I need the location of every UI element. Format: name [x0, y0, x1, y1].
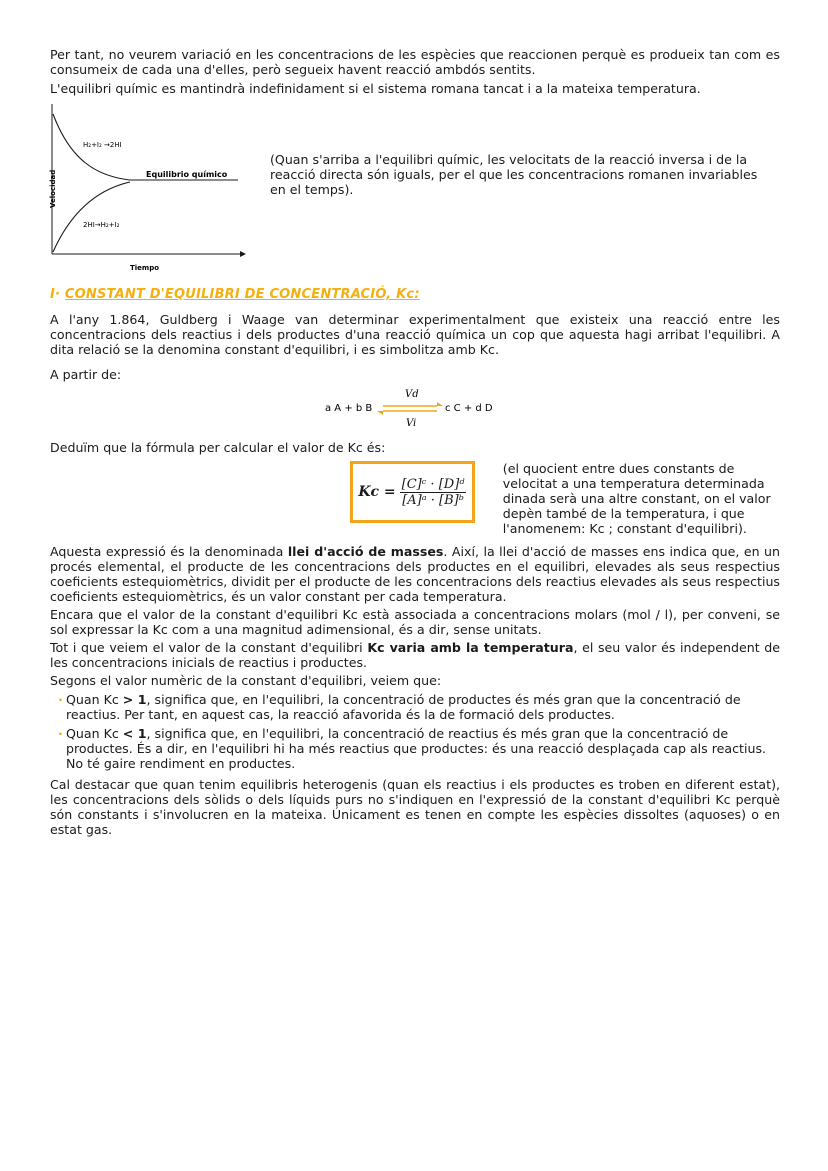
paragraph-partir: A partir de: — [50, 367, 122, 382]
graph-x-label: Tiempo — [130, 264, 160, 272]
formula-note: (el quocient entre dues constants de velocitat a una temperatura determinada dinada serà una altre constant, on el valor depèn també de la temperatura, i que l'anomenem: Kc ; constant d'equilibri). — [502, 461, 771, 536]
paragraph-equilibrium-maintained: L'equilibri químic es mantindrà indefinidament si el sistema romana tancat i a la mateixa temperatura. — [50, 81, 701, 96]
kc-value-list — [50, 692, 780, 771]
reverse-rate-curve — [53, 182, 130, 252]
kc-formula-denominator: [A]ᵃ · [B]ᵇ — [402, 492, 464, 508]
paragraph-heterogenis: Cal destacar que quan tenim equilibris heterogenis (quan els reactius i els productes es troben en diferent estat), les concentracions dels sòlids o dels líquids purs no s'indiquen en l'expressió de la constant d'equilibri Kc perquè són constants i s'involucren en la mateixa. Únicament es tenen en compte les espècies dissoltes (aquoses) o en estat gas. — [50, 777, 780, 837]
graph-note: (Quan s'arriba a l'equilibri químic, les velocitats de la reacció inversa i de la reacció directa són iguals, per el que les concentracions romanen invariables en el temps). — [270, 152, 758, 197]
list-item-kc-greater: · Quan Kc > 1, significa que, en l'equilibri, la concentració de productes és més gran que la concentració de reactius. Per tant, en aquest cas, la reacció afavorida és la de formació dels productes. — [66, 692, 780, 722]
paragraph-segons: Segons el valor numèric de la constant d'equilibri, veiem que: — [50, 673, 442, 688]
kc-formula — [350, 461, 475, 523]
reaction-reactants: a A + b B — [325, 403, 373, 414]
forward-arrow-icon — [437, 402, 443, 406]
paragraph-molars: Encara que el valor de la constant d'equilibri Kc està associada a concentracions molars (mol / l), per conveni, se sol expressar la Kc com a una magnitud adimensional, és a dir, sense unitats. — [50, 607, 780, 637]
reaction-forward-label: Vd — [405, 389, 419, 400]
graph-top-curve-label: H₂+I₂ →2HI — [83, 141, 122, 149]
section-title — [50, 287, 780, 302]
graph-bottom-curve-label: 2HI→H₂+I₂ — [83, 221, 120, 229]
graph-equilibrium-label: Equilibrio químico — [146, 170, 228, 179]
graph-y-label: Velocidad — [49, 169, 57, 208]
section-heading: CONSTANT D'EQUILIBRI DE CONCENTRACIÓ, Kc: — [64, 287, 420, 302]
reaction-reverse-label: Vi — [406, 418, 417, 429]
paragraph-no-variation: Per tant, no veurem variació en les concentracions de les espècies que reaccionen perquè es produeix tan com es consumeix de cada una d'elles, però segueix havent reacció ambdós sentits. — [50, 47, 780, 77]
llei-masses-term: llei d'acció de masses — [287, 544, 444, 559]
temperature-emphasis: Kc varia amb la temperatura — [367, 640, 574, 655]
list-item-kc-less: · Quan Kc < 1, significa que, en l'equilibri, la concentració de reactius és més gran que la concentració de productes. És a dir, en l'equilibri hi ha més reactius que productes: és una reacció desplaçada cap als reactius. No té gaire rendiment en productes. — [66, 726, 780, 771]
paragraph-guldberg-waage: A l'any 1.864, Guldberg i Waage van determinar experimentalment que existeix una reacció entre les concentracions dels reactius i dels productes d'una reacció química un cop que aquesta hagi arribat l'equilibri. A dita relació se la denomina constant d'equilibri, i es simbolitza amb Kc. — [50, 312, 780, 357]
velocity-time-graph — [50, 104, 265, 279]
document-page — [50, 47, 780, 837]
reaction-products: c C + d D — [445, 403, 493, 414]
kc-formula-lhs: Kc = — [358, 484, 396, 500]
paragraph-temperatura: Tot i que veiem el valor de la constant d'equilibri Kc varia amb la temperatura, el seu valor és independent de les concentracions inicials de reactius i productes. — [50, 640, 781, 670]
section-number: I· — [50, 287, 61, 302]
paragraph-llei-masses: Aquesta expressió és la denominada llei d'acció de masses. Així, la llei d'acció de masses ens indica que, en un procés elemental, el producte de les concentracions dels productes en el equilibri, elevades als seus respectius coeficients estequiomètrics, dividit per el producte de les concentracions dels reactius elevades als seus respectius coeficients estequiomètrics, és un valor constant per cada temperatura. — [50, 544, 781, 604]
kc-formula-numerator: [C]ᶜ · [D]ᵈ — [401, 476, 465, 492]
reaction-equation — [50, 386, 780, 430]
reverse-arrow-icon — [377, 411, 383, 415]
paragraph-deduim: Deduïm que la fórmula per calcular el valor de Kc és: — [50, 440, 386, 455]
